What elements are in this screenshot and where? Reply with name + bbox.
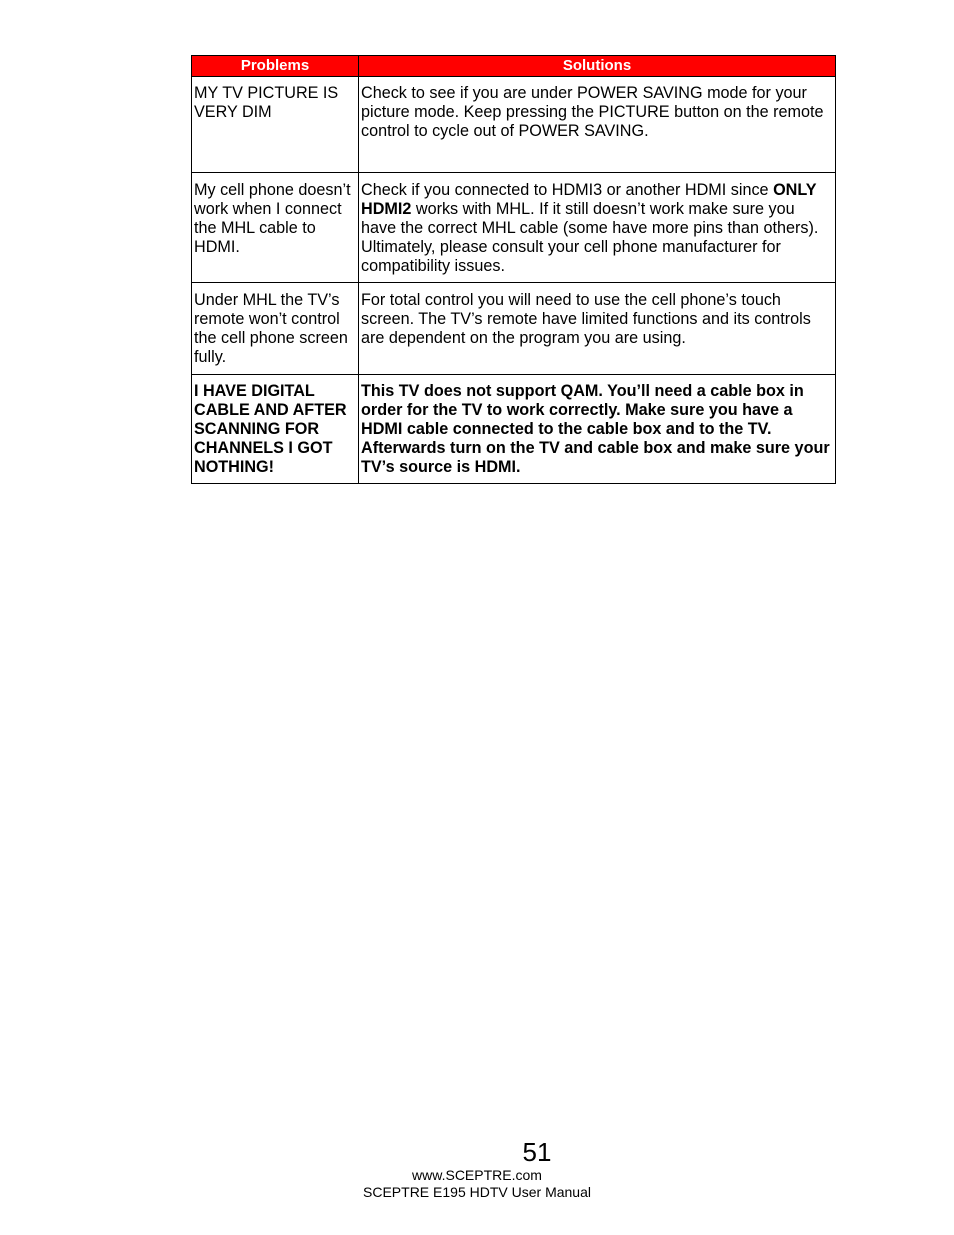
table-header-row — [192, 56, 836, 77]
solution-cell: This TV does not support QAM. You’ll need a cable box in order for the TV to work correctly. Make sure you have a HDMI cable connected to the cable box and to the TV. Afterwards turn on the TV and cable box and make sure your TV’s source is HDMI. — [359, 375, 836, 484]
footer-website: www.SCEPTRE.com — [412, 1167, 542, 1183]
troubleshooting-table — [191, 55, 836, 484]
solution-text: Check if you connected to HDMI3 or another HDMI since — [361, 181, 774, 199]
table-row — [192, 173, 836, 283]
solution-cell: Check to see if you are under POWER SAVING mode for your picture mode. Keep pressing the PICTURE button on the remote control to cycle out of POWER SAVING. — [359, 77, 836, 173]
table-row — [192, 375, 836, 484]
solution-emphasis: ONLY HDMI2 — [361, 181, 817, 218]
problem-cell: MY TV PICTURE IS VERY DIM — [192, 77, 359, 173]
problem-cell: Under MHL the TV’s remote won’t control the cell phone screen fully. — [192, 283, 359, 375]
solution-cell: For total control you will need to use the cell phone’s touch screen. The TV’s remote have limited functions and its controls are dependent on the program you are using. — [359, 283, 836, 375]
footer-manual-title: SCEPTRE E195 HDTV User Manual — [363, 1184, 591, 1200]
page-number: 51 — [522, 1137, 552, 1167]
solution-cell — [359, 173, 836, 283]
problem-cell: I HAVE DIGITAL CABLE AND AFTER SCANNING FOR CHANNELS I GOT NOTHING! — [192, 375, 359, 484]
header-problems: Problems — [192, 56, 359, 77]
table-row — [192, 77, 836, 173]
table-row — [192, 283, 836, 375]
problem-cell: My cell phone doesn’t work when I connect the MHL cable to HDMI. — [192, 173, 359, 283]
header-solutions: Solutions — [359, 56, 836, 77]
solution-text: works with MHL. If it still doesn’t work make sure you have the correct MHL cable (some have more pins than others). Ultimately, please consult your cell phone manufacturer for compatibility issues. — [361, 200, 819, 275]
